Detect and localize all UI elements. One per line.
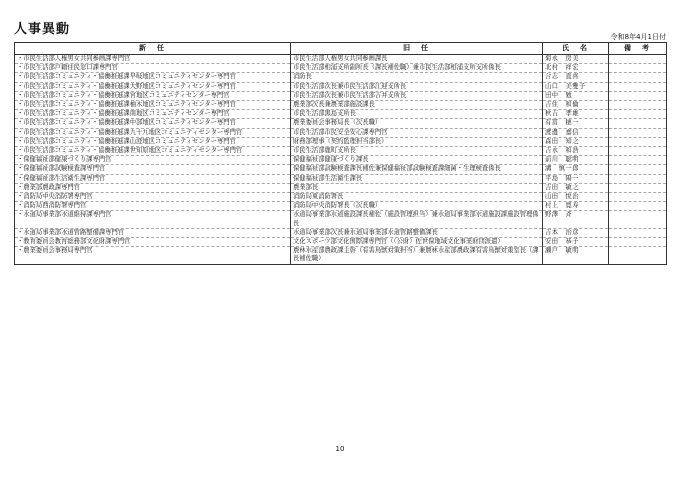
name-cell: 菊永 房美 bbox=[543, 55, 609, 64]
table-row bbox=[15, 247, 667, 264]
table-row bbox=[15, 110, 667, 119]
table-header-row bbox=[15, 43, 667, 55]
table-row bbox=[15, 82, 667, 91]
page-number: 10 bbox=[335, 445, 345, 453]
table-row bbox=[15, 193, 667, 202]
note-cell bbox=[609, 238, 667, 247]
new-position-cell: ・市民生活部コミュニティ・協働推進課九十九地区コミュニティセンター専門官 bbox=[15, 128, 291, 137]
new-position-cell: ・保健福祉部生活衛生課専門官 bbox=[15, 174, 291, 183]
name-cell: 山田 悦治 bbox=[543, 193, 609, 202]
note-cell bbox=[609, 119, 667, 128]
new-position-cell: ・市民生活部コミュニティ・協働推進課早岐地区コミュニティセンター専門官 bbox=[15, 73, 291, 82]
note-cell bbox=[609, 73, 667, 82]
note-cell bbox=[609, 101, 667, 110]
note-cell bbox=[609, 82, 667, 91]
name-cell: 森田 知之 bbox=[543, 137, 609, 146]
table-row bbox=[15, 165, 667, 174]
old-position-cell: 農業部長 bbox=[291, 183, 543, 192]
name-cell: 野澤 斉 bbox=[543, 211, 609, 228]
table-row bbox=[15, 228, 667, 237]
name-cell: 村上 寛寿 bbox=[543, 202, 609, 211]
table-row bbox=[15, 156, 667, 165]
new-position-cell: ・農業部農政課専門官 bbox=[15, 183, 291, 192]
new-position-cell: ・市民生活部コミュニティ・協働推進課大野地区コミュニティセンター専門官 bbox=[15, 82, 291, 91]
old-position-cell: 市民生活部鹿町支所長 bbox=[291, 147, 543, 156]
effective-date: 令和8年4月1日付 bbox=[610, 33, 666, 41]
name-cell: 吉住 和倫 bbox=[543, 101, 609, 110]
table-row bbox=[15, 183, 667, 192]
name-cell: 吉永 和浩 bbox=[543, 147, 609, 156]
note-cell bbox=[609, 91, 667, 100]
note-cell bbox=[609, 247, 667, 264]
new-position-cell: ・市民生活部コミュニティ・協働推進課山澄地区コミュニティセンター専門官 bbox=[15, 137, 291, 146]
table-row bbox=[15, 211, 667, 228]
name-cell: 吉田 敏之 bbox=[543, 183, 609, 192]
new-position-cell: ・水道局事業部水道維持課専門官 bbox=[15, 211, 291, 228]
old-position-cell: 消防局中央消防署長（次長職） bbox=[291, 202, 543, 211]
header-name: 氏 名 bbox=[543, 43, 609, 55]
name-cell: 平島 陽一 bbox=[543, 174, 609, 183]
table-row bbox=[15, 202, 667, 211]
name-cell: 山口 美雙子 bbox=[543, 82, 609, 91]
name-cell: 前川 聡明 bbox=[543, 156, 609, 165]
table-row bbox=[15, 64, 667, 73]
new-position-cell: ・消防局中央消防署専門官 bbox=[15, 193, 291, 202]
table-row bbox=[15, 73, 667, 82]
note-cell bbox=[609, 228, 667, 237]
new-position-cell: ・市民生活部戸籍住民窓口課専門官 bbox=[15, 64, 291, 73]
table-row bbox=[15, 101, 667, 110]
old-position-cell: 消防長 bbox=[291, 73, 543, 82]
page-title: 人事異動 bbox=[14, 22, 71, 37]
new-position-cell: ・市民生活部コミュニティ・協働推進課中部地区コミュニティセンター専門官 bbox=[15, 119, 291, 128]
new-position-cell: ・市民生活部人権男女共同参画課専門官 bbox=[15, 55, 291, 64]
table-row bbox=[15, 137, 667, 146]
old-position-cell: 市民生活部次長兼市民生活部江迎支所長 bbox=[291, 82, 543, 91]
new-position-cell: ・市民生活部コミュニティ・協働推進課宮地区コミュニティセンター専門官 bbox=[15, 91, 291, 100]
old-position-cell: 農林水産部農政課主幹（有害鳥獣対策担当）兼農林水産部農政課有害鳥獣対策室長（課長補佐職） bbox=[291, 247, 543, 264]
name-cell: 北村 祥宏 bbox=[543, 64, 609, 73]
old-position-cell: 文化スポーツ部文化国際課専門官（（公財）佐世保地域文化事業財団派遣） bbox=[291, 238, 543, 247]
old-position-cell: 農業委員会事務局長（次長職） bbox=[291, 119, 543, 128]
name-cell: 有冨 穂一 bbox=[543, 119, 609, 128]
personnel-table bbox=[14, 42, 667, 265]
name-cell: 安田 恭子 bbox=[543, 238, 609, 247]
note-cell bbox=[609, 193, 667, 202]
old-position-cell: 水道局事業部水道施設課長補佐（施設管理担当）兼水道局事業部水道施設課施設管理係長 bbox=[291, 211, 543, 228]
old-position-cell: 農業部次長兼農業部施設課長 bbox=[291, 101, 543, 110]
old-position-cell: 市民生活部人権男女共同参画課長 bbox=[291, 55, 543, 64]
name-cell: 瀬戸 敏明 bbox=[543, 247, 609, 264]
note-cell bbox=[609, 174, 667, 183]
new-position-cell: ・農業委員会事務局専門官 bbox=[15, 247, 291, 264]
new-position-cell: ・水道局事業部水道管路整備課専門官 bbox=[15, 228, 291, 237]
old-position-cell: 財務部理事（契約監理担当部長） bbox=[291, 137, 543, 146]
note-cell bbox=[609, 156, 667, 165]
new-position-cell: ・市民生活部コミュニティ・協働推進課南地区コミュニティセンター専門官 bbox=[15, 110, 291, 119]
note-cell bbox=[609, 165, 667, 174]
table-row bbox=[15, 119, 667, 128]
new-position-cell: ・保健福祉部試験検査課専門官 bbox=[15, 165, 291, 174]
new-position-cell: ・消防局西消防署専門官 bbox=[15, 202, 291, 211]
old-position-cell: 消防局東消防署長 bbox=[291, 193, 543, 202]
note-cell bbox=[609, 137, 667, 146]
note-cell bbox=[609, 147, 667, 156]
table-row bbox=[15, 55, 667, 64]
table-row bbox=[15, 174, 667, 183]
new-position-cell: ・保健福祉部健康づくり課専門官 bbox=[15, 156, 291, 165]
note-cell bbox=[609, 110, 667, 119]
table-row bbox=[15, 147, 667, 156]
old-position-cell: 保健福祉部健康づくり課長 bbox=[291, 156, 543, 165]
old-position-cell: 保健福祉部生活衛生課長 bbox=[291, 174, 543, 183]
header-note: 備 考 bbox=[609, 43, 667, 55]
name-cell: 合志 直喜 bbox=[543, 73, 609, 82]
table-row bbox=[15, 238, 667, 247]
header-old-position: 旧 任 bbox=[291, 43, 543, 55]
note-cell bbox=[609, 211, 667, 228]
name-cell: 秋吉 孝雄 bbox=[543, 110, 609, 119]
note-cell bbox=[609, 55, 667, 64]
name-cell: 吉本 治彦 bbox=[543, 228, 609, 237]
new-position-cell: ・教育委員会教育総務部文化財課専門官 bbox=[15, 238, 291, 247]
old-position-cell: 市民生活部次長兼市民生活部吉井支所長 bbox=[291, 91, 543, 100]
old-position-cell: 水道局事業部次長兼水道局事業部水道管路整備課長 bbox=[291, 228, 543, 237]
note-cell bbox=[609, 128, 667, 137]
new-position-cell: ・市民生活部コミュニティ・協働推進課世知原地区コミュニティセンター専門官 bbox=[15, 147, 291, 156]
note-cell bbox=[609, 64, 667, 73]
old-position-cell: 保健福祉部試験検査課長補佐兼保健福祉部試験検査課細菌・生理検査係長 bbox=[291, 165, 543, 174]
note-cell bbox=[609, 183, 667, 192]
name-cell: 田中 勉 bbox=[543, 91, 609, 100]
old-position-cell: 市民生活部黒島支所長 bbox=[291, 110, 543, 119]
old-position-cell: 市民生活部相浦支所副所長（課長補佐職）兼市民生活部相浦支所支所係長 bbox=[291, 64, 543, 73]
name-cell: 渡邊 嘉信 bbox=[543, 128, 609, 137]
table-row bbox=[15, 128, 667, 137]
note-cell bbox=[609, 202, 667, 211]
header-new-position: 新 任 bbox=[15, 43, 291, 55]
table-row bbox=[15, 91, 667, 100]
new-position-cell: ・市民生活部コミュニティ・協働推進課柚木地区コミュニティセンター専門官 bbox=[15, 101, 291, 110]
name-cell: 溝 慎一郎 bbox=[543, 165, 609, 174]
old-position-cell: 市民生活部市民安全安心課専門官 bbox=[291, 128, 543, 137]
